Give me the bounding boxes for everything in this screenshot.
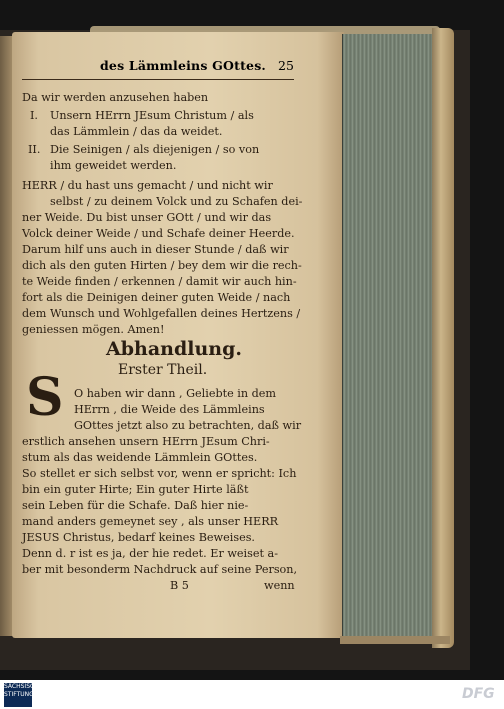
point-text: Unsern HErrn JEsum Christum / als — [50, 109, 254, 122]
para-line: bin ein guter Hirte; Ein guter Hirte läßt — [22, 483, 249, 496]
para-line: JESUS Christus, bedarf keines Beweises. — [22, 531, 255, 544]
point-text: Die Seinigen / als diejenigen / so von — [50, 143, 260, 156]
dfg-logo[interactable]: DFG — [462, 686, 495, 702]
para-line: ber mit besonderm Nachdruck auf seine Person, — [22, 563, 298, 576]
intro-line: Da wir werden anzusehen haben — [22, 91, 209, 104]
prayer-line: te Weide finden / erkennen / damit wir auch hin- — [22, 275, 297, 288]
page-block-edge — [342, 34, 439, 640]
para-line: mand anders gemeynet sey , als unser HERR — [22, 515, 279, 528]
prayer-line: fort als die Deinigen deiner guten Weide / nach — [22, 291, 291, 304]
prayer-line: geniessen mögen. Amen! — [22, 323, 165, 336]
point-number: I. — [30, 109, 38, 122]
book-spine — [432, 28, 454, 648]
prayer-line: selbst / zu deinem Volck und zu Schafen dei- — [50, 195, 303, 208]
para-line: So stellet er sich selbst vor, wenn er spricht: Ich — [22, 467, 297, 480]
point-text: das Lämmlein / das da weidet. — [50, 125, 223, 138]
foundation-logo[interactable]: SÄCHSISCHE STIFTUNG — [4, 683, 32, 707]
prayer-line: dem Wunsch und Wohlgefallen deines Hertzens / — [22, 307, 301, 320]
para-line: HErrn , die Weide des Lämmleins — [74, 403, 265, 416]
section-subheading: Erster Theil. — [118, 362, 208, 378]
signature-mark: B 5 — [170, 579, 189, 592]
prayer-line: ner Weide. Du bist unser GOtt / und wir das — [22, 211, 272, 224]
header-rule — [22, 79, 294, 80]
para-line: Denn d. r ist es ja, der hie redet. Er weiset a- — [22, 547, 278, 560]
para-line: stum als das weidende Lämmlein GOttes. — [22, 451, 258, 464]
para-line: O haben wir dann , Geliebte in dem — [74, 387, 277, 400]
section-heading: Abhandlung. — [106, 338, 242, 360]
para-line: sein Leben für die Schafe. Daß hier nie- — [22, 499, 249, 512]
drop-capital: S — [26, 367, 64, 428]
page-number: 25 — [278, 58, 294, 73]
point-text: ihm geweidet werden. — [50, 159, 177, 172]
running-title: des Lämmleins GOttes. — [99, 58, 266, 73]
prayer-line: dich als den guten Hirten / bey dem wir die rech- — [22, 259, 302, 272]
para-line: erstlich ansehen unsern HErrn JEsum Chri- — [22, 435, 270, 448]
prayer-line: Volck deiner Weide / und Schafe deiner Heerde. — [22, 227, 295, 240]
prayer-line: HERR / du hast uns gemacht / und nicht wir — [22, 179, 273, 192]
book-bottom-board — [340, 636, 450, 644]
para-line: GOttes jetzt also zu betrachten, daß wir — [74, 419, 302, 432]
footer-bar — [0, 680, 504, 709]
point-number: II. — [28, 143, 41, 156]
catchword: wenn — [264, 579, 295, 592]
prayer-line: Darum hilf uns auch in dieser Stunde / daß wir — [22, 243, 289, 256]
